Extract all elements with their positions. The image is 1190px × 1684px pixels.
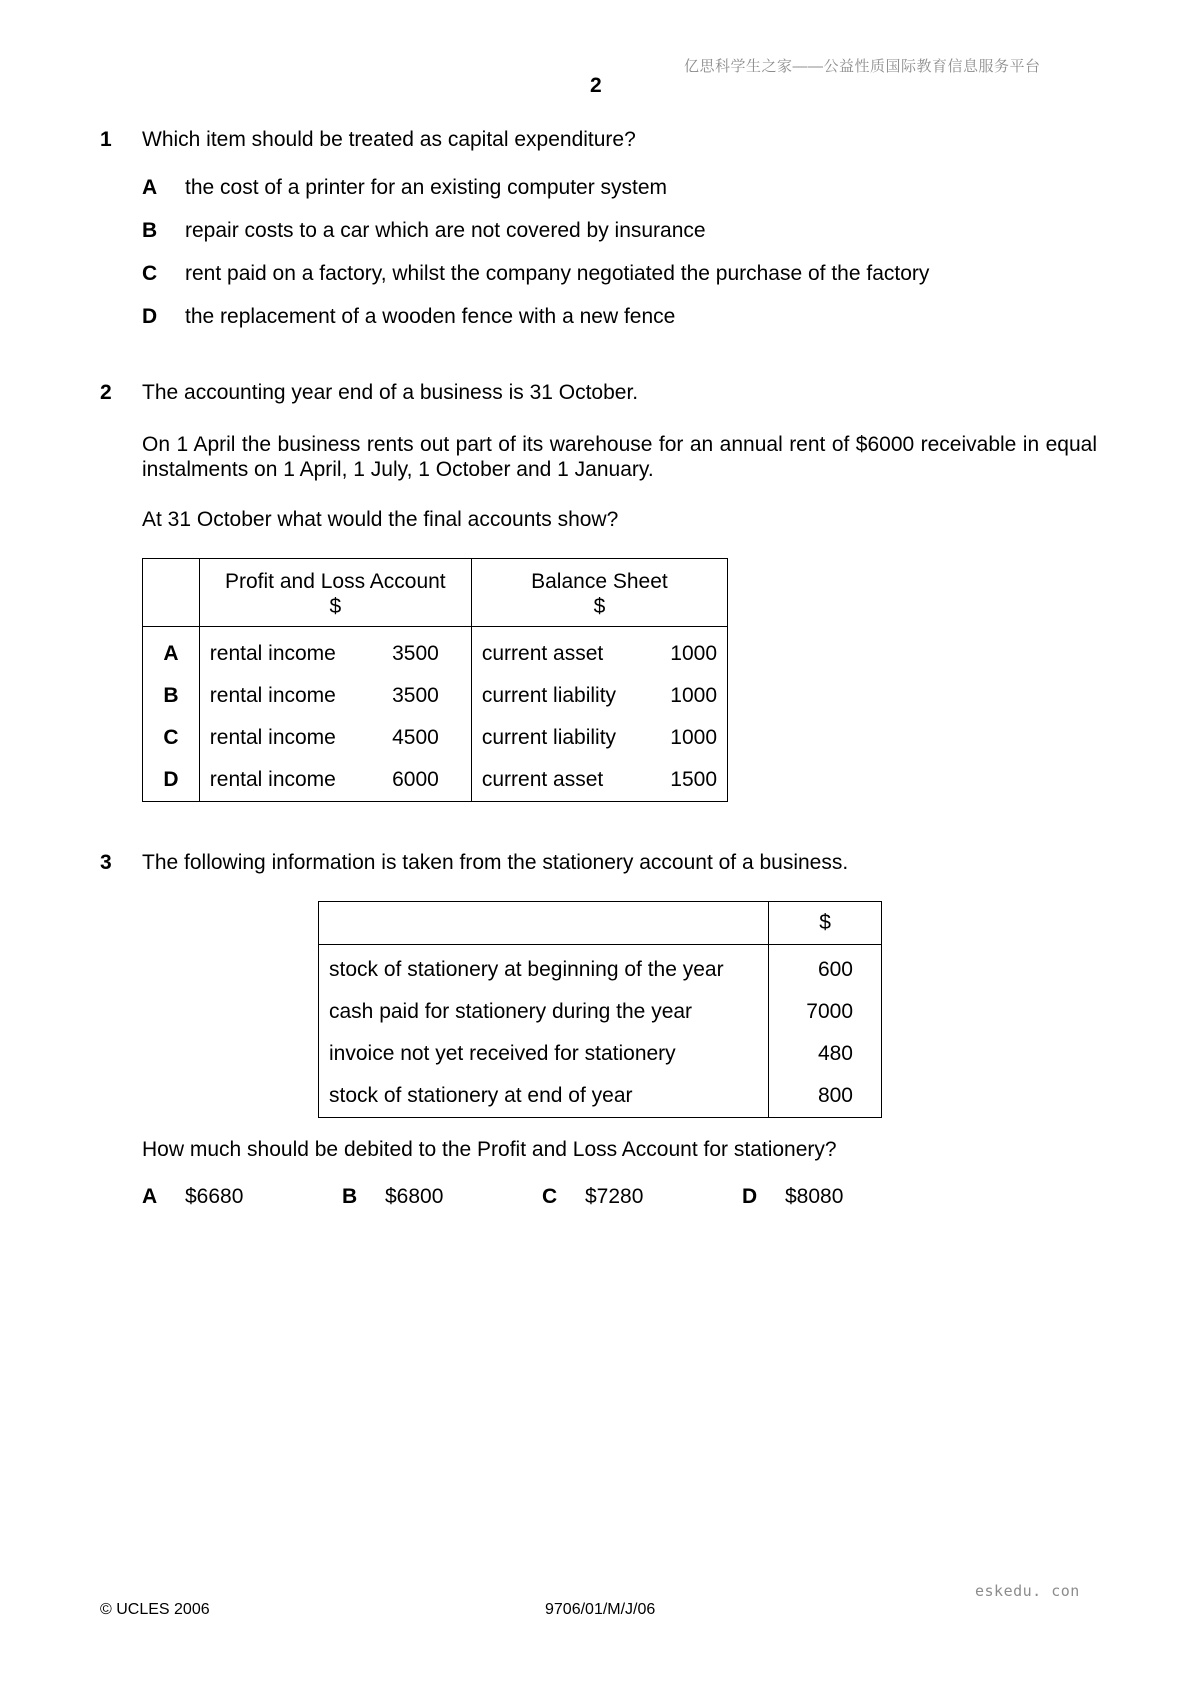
- bs-label: current liability: [481, 684, 617, 707]
- option-letter: A: [142, 176, 158, 199]
- pl-column: [199, 627, 471, 802]
- bs-header-cell: [471, 559, 727, 627]
- bs-unit: $: [593, 595, 606, 618]
- item-label: stock of stationery at end of year: [329, 1084, 633, 1107]
- pl-header: Profit and Loss Account: [225, 570, 446, 593]
- option-letter: C: [542, 1185, 558, 1208]
- pl-value: 3500: [392, 684, 439, 707]
- header-watermark: 亿思科学生之家——公益性质国际教育信息服务平台: [684, 58, 1041, 75]
- item-value: 800: [817, 1084, 853, 1107]
- unit-header: $: [769, 902, 882, 945]
- option-text: the cost of a printer for an existing computer system: [185, 176, 668, 199]
- table-row: [319, 1075, 768, 1117]
- question-prompt: At 31 October what would the final accounts show?: [142, 508, 619, 531]
- pl-unit: $: [329, 595, 342, 618]
- table-row: [319, 949, 768, 991]
- letters-column: [143, 627, 200, 802]
- item-label: cash paid for stationery during the year: [329, 1000, 693, 1023]
- option-text: rent paid on a factory, whilst the company negotiated the purchase of the factory: [185, 262, 930, 285]
- page-number: 2: [590, 74, 602, 97]
- pl-label: rental income: [209, 642, 336, 665]
- table-row: [472, 759, 727, 801]
- pl-value: 3500: [392, 642, 439, 665]
- table-row: [472, 717, 727, 759]
- labels-column: [319, 945, 769, 1118]
- bs-label: current asset: [481, 642, 604, 665]
- option-text: repair costs to a car which are not covered by insurance: [185, 219, 706, 242]
- bs-value: 1000: [670, 684, 717, 707]
- option-letter: B: [342, 1185, 358, 1208]
- table-row: [472, 633, 727, 675]
- bs-header: Balance Sheet: [531, 570, 668, 593]
- footer-code: 9706/01/M/J/06: [545, 1601, 656, 1618]
- values-column: [769, 945, 882, 1118]
- bs-label: current asset: [481, 768, 604, 791]
- pl-value: 4500: [392, 726, 439, 749]
- pl-label: rental income: [209, 684, 336, 707]
- row-letter: C: [163, 726, 179, 749]
- footer-watermark: eskedu. con: [975, 1582, 1080, 1600]
- question-paragraph: On 1 April the business rents out part of its warehouse for an annual rent of $6000 receivable in equal instalments on 1 April, 1 July, 1 October and 1 January.: [142, 433, 1097, 481]
- row-letter: D: [163, 768, 179, 791]
- header-blank-cell: [319, 902, 769, 945]
- option-letter: D: [742, 1185, 758, 1208]
- bs-value: 1500: [670, 768, 717, 791]
- item-value: 600: [817, 958, 853, 981]
- bs-value: 1000: [670, 642, 717, 665]
- table-row: [319, 1033, 768, 1075]
- item-value: 480: [817, 1042, 853, 1065]
- question-number: 2: [100, 381, 112, 404]
- item-label: stock of stationery at beginning of the year: [329, 958, 724, 981]
- table-row: [200, 717, 471, 759]
- item-label: invoice not yet received for stationery: [329, 1042, 676, 1065]
- bs-value: 1000: [670, 726, 717, 749]
- question-number: 1: [100, 128, 112, 151]
- table-row: [200, 633, 471, 675]
- option-letter: D: [142, 305, 158, 328]
- pl-value: 6000: [392, 768, 439, 791]
- bs-label: current liability: [481, 726, 617, 749]
- table-row: [472, 675, 727, 717]
- option-text: $6680: [185, 1185, 244, 1208]
- table-row: [769, 1033, 881, 1075]
- question-number: 3: [100, 851, 112, 874]
- question-text: The following information is taken from the stationery account of a business.: [142, 851, 849, 874]
- stationery-table: [318, 901, 882, 1118]
- pl-label: rental income: [209, 726, 336, 749]
- footer-copyright: © UCLES 2006: [100, 1601, 210, 1618]
- option-text: $8080: [785, 1185, 844, 1208]
- question-text: Which item should be treated as capital expenditure?: [142, 128, 636, 151]
- item-value: 7000: [806, 1000, 853, 1023]
- row-letter: A: [163, 642, 179, 665]
- table-row: [769, 949, 881, 991]
- accounts-table: [142, 558, 728, 802]
- option-text: $7280: [585, 1185, 644, 1208]
- option-letter: C: [142, 262, 158, 285]
- option-text: the replacement of a wooden fence with a new fence: [185, 305, 676, 328]
- table-row: [769, 991, 881, 1033]
- question-text: The accounting year end of a business is 31 October.: [142, 381, 639, 404]
- table-row: [200, 675, 471, 717]
- bs-column: [471, 627, 727, 802]
- table-row: [319, 991, 768, 1033]
- pl-header-cell: [199, 559, 471, 627]
- question-prompt: How much should be debited to the Profit and Loss Account for stationery?: [142, 1138, 837, 1161]
- row-letter: B: [163, 684, 179, 707]
- header-blank-cell: [143, 559, 200, 627]
- option-letter: B: [142, 219, 158, 242]
- table-row: [769, 1075, 881, 1117]
- table-row: [200, 759, 471, 801]
- option-text: $6800: [385, 1185, 444, 1208]
- option-letter: A: [142, 1185, 158, 1208]
- pl-label: rental income: [209, 768, 336, 791]
